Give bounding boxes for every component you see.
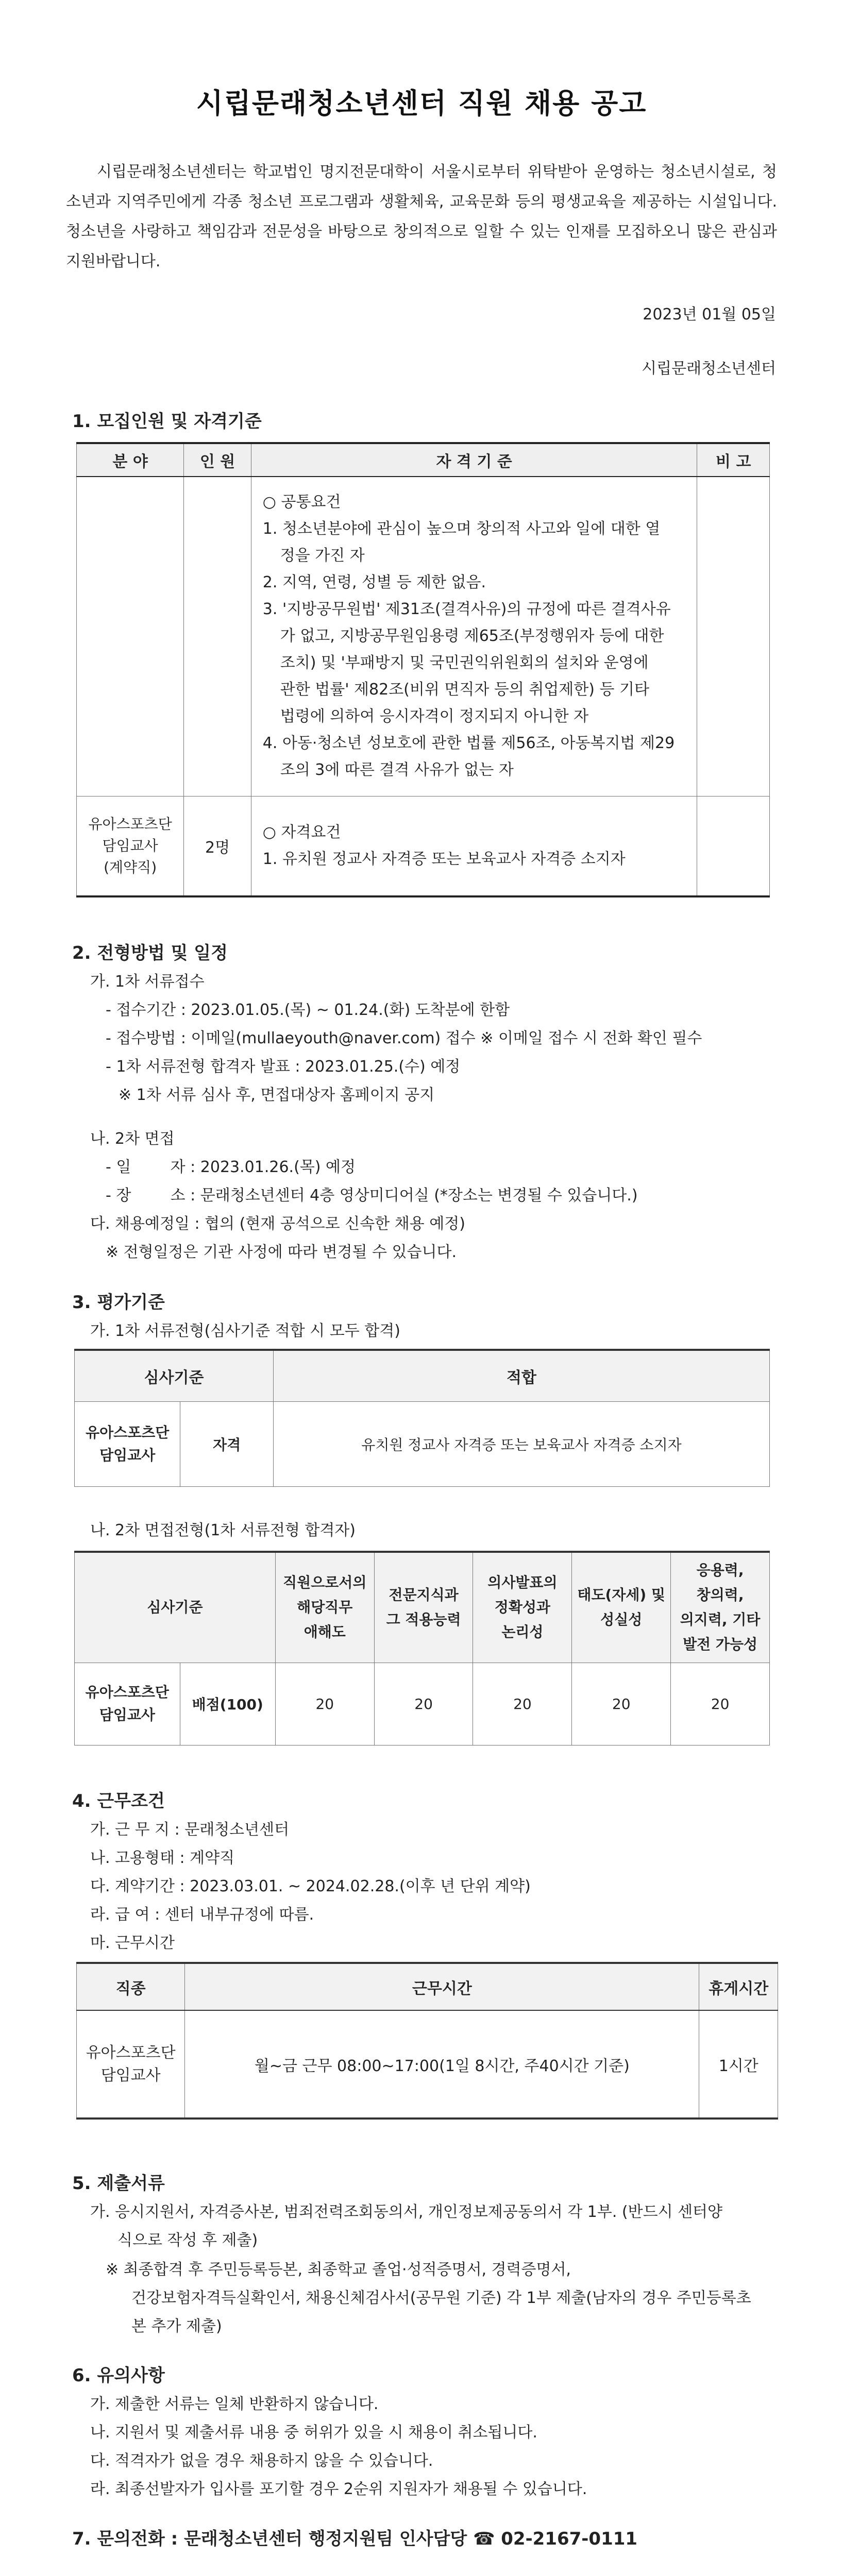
header-remarks: 비 고 [697,443,770,477]
field-line: (계약직) [104,858,157,876]
s2-line: 다. 채용예정일 : 협의 (현재 공석으로 신속한 채용 예정) [90,1215,465,1233]
t1-type-cell: 자격 [180,1401,274,1486]
common-item: 1. 청소년분야에 관심이 높으며 창의적 사고와 일에 대한 열 [262,520,661,538]
page-title: 시립문래청소년센터 직원 채용 공고 [196,87,647,120]
field-line: 담임교사 [102,837,158,854]
t3-job-cell [77,2010,185,2119]
posting-date: 2023년 01월 05일 [643,306,776,324]
common-item: 법령에 의하여 응시자격이 정지되지 아니한 자 [280,707,589,726]
intro-paragraph: 시립문래청소년센터는 학교법인 명지전문대학이 서울시로부터 위탁받아 운영하는 청소년시설로, 청소년과 지역주민에게 각종 청소년 프로그램과 생활체육, 교육문화 등의 평생교육을 제공하는 시설입니다. 청소년을 사랑하고 책임감과 전문성을 바탕으로 창의적으로 일할 수 있는 인재를 모집하오니 많은 관심과 지원바랍니다. [66,163,777,270]
s2-line: - 1차 서류전형 합격자 발표 : 2023.01.25.(수) 예정 [106,1058,461,1076]
s2-line: ※ 1차 서류 심사 후, 면접대상자 홈페이지 공지 [119,1086,435,1104]
t2-type-cell: 배점(100) [180,1663,275,1745]
s5-line: 본 추가 제출) [131,2317,222,2335]
t3-break-cell: 1시간 [699,2010,778,2119]
s6-line: 나. 지원서 및 제출서류 내용 중 허위가 있을 시 채용이 취소됩니다. [90,2424,537,2442]
job-line: 담임교사 [100,2066,161,2084]
t3-header-hours: 근무시간 [185,1963,699,2010]
common-title: ○ 공통요건 [262,493,341,512]
t2-field-cell [75,1663,180,1745]
s2-line: ※ 전형일정은 기관 사정에 따라 변경될 수 있습니다. [106,1243,457,1261]
s2-line: - 접수방법 : 이메일(mullaeyouth@naver.com) 접수 ※ 이메일 접수 시 전화 확인 필수 [106,1029,702,1047]
section-4-heading: 4. 근무조건 [72,1791,165,1811]
remarks-cell [697,796,770,896]
t2-col-header: 응용력, 창의력, 의지력, 기타 발전 가능성 [671,1552,770,1663]
common-item: 정을 가진 자 [280,547,365,565]
common-item: 조의 3에 따른 결격 사유가 없는 자 [280,761,514,779]
count-cell: 2명 [184,796,251,896]
s5-line: 가. 응시지원서, 자격증사본, 범죄전력조회동의서, 개인정보제공동의서 각 1부. (반드시 센터양 [90,2203,723,2221]
common-item: 2. 지역, 연령, 성별 등 제한 없음. [262,573,486,592]
req-title: ○ 자격요건 [262,823,341,841]
field-line: 유아스포츠단 [86,1423,170,1441]
qualification-table [76,442,770,897]
common-item: 가 없고, 지방공무원임용령 제65조(부정행위자 등에 대한 [280,627,664,646]
header-field: 분 야 [77,443,184,477]
s3-sub1: 가. 1차 서류전형(심사기준 적합 시 모두 합격) [90,1322,400,1340]
s2-line: - 장 소 : 문래청소년센터 4층 영상미디어실 (*장소는 변경될 수 있습니다.) [106,1187,638,1205]
s5-line: ※ 최종합격 후 주민등록등본, 최종학교 졸업·성적증명서, 경력증명서, [106,2261,571,2279]
job-line: 유아스포츠단 [86,2043,176,2062]
t3-header-break: 휴게시간 [699,1963,778,2010]
interview-table [74,1551,770,1745]
section-6-heading: 6. 유의사항 [72,2365,165,2386]
s4-line: 마. 근무시간 [90,1934,175,1952]
s6-line: 다. 적격자가 없을 경우 채용하지 않을 수 있습니다. [90,2452,433,2470]
common-remarks-cell [697,477,770,796]
t3-hours-cell: 월~금 근무 08:00~17:00(1일 8시간, 주40시간 기준) [185,2010,699,2119]
field-line: 담임교사 [99,1706,155,1723]
common-item: 3. '지방공무원법' 제31조(결격사유)의 규정에 따른 결격사유 [262,600,671,619]
field-line: 유아스포츠단 [85,1684,169,1701]
section-3-heading: 3. 평가기준 [72,1292,165,1313]
header-count: 인 원 [184,443,251,477]
t2-col-header: 의사발표의 정확성과 논리성 [473,1552,572,1663]
common-item: 조치) 및 '부패방지 및 국민권익위원회의 설치와 운영에 [280,654,649,672]
t2-score: 20 [671,1663,770,1745]
t1-header-pass: 적합 [273,1350,769,1401]
t1-value-cell: 유치원 정교사 자격증 또는 보육교사 자격증 소지자 [273,1401,769,1486]
s4-line: 라. 급 여 : 센터 내부규정에 따름. [90,1906,314,1924]
s4-line: 가. 근 무 지 : 문래청소년센터 [90,1821,290,1839]
common-count-cell [184,477,251,796]
specific-requirements [251,796,697,896]
t1-header-criteria: 심사기준 [75,1350,274,1401]
section-2-heading: 2. 전형방법 및 일정 [72,943,228,963]
organization-name: 시립문래청소년센터 [642,360,776,378]
common-requirements [251,477,697,796]
t2-col-header: 전문지식과 그 적용능력 [374,1552,473,1663]
s5-line: 식으로 작성 후 제출) [117,2231,258,2249]
common-field-cell [77,477,184,796]
t2-score: 20 [275,1663,374,1745]
s2-line: 나. 2차 면접 [90,1130,175,1148]
section-5-heading: 5. 제출서류 [72,2173,165,2194]
req-item: 1. 유치원 정교사 자격증 또는 보육교사 자격증 소지자 [262,850,626,868]
s4-line: 다. 계약기간 : 2023.03.01. ~ 2024.02.28.(이후 년 단위 계약) [90,1877,531,1895]
s2-line: - 접수기간 : 2023.01.05.(목) ~ 01.24.(화) 도착분에 한함 [106,1001,510,1019]
t2-score: 20 [572,1663,671,1745]
field-cell [77,796,184,896]
s5-line: 건강보험자격득실확인서, 채용신체검사서(공무원 기준) 각 1부 제출(남자의 경우 주민등록초 [131,2289,751,2307]
s2-line: 가. 1차 서류접수 [90,973,205,991]
work-hours-table [76,1962,778,2120]
t1-field-cell [75,1401,180,1486]
t2-score: 20 [374,1663,473,1745]
section-1-heading: 1. 모집인원 및 자격기준 [72,411,262,432]
s4-line: 나. 고용형태 : 계약직 [90,1849,235,1867]
t2-col-header: 태도(자세) 및 성실성 [572,1552,671,1663]
common-item: 4. 아동·청소년 성보호에 관한 법률 제56조, 아동복지법 제29 [262,734,675,753]
common-item: 관한 법률' 제82조(비위 면직자 등의 취업제한) 등 기타 [280,681,649,699]
t2-col-header: 직원으로서의 해당직무 애해도 [275,1552,374,1663]
field-line: 담임교사 [99,1446,156,1464]
s6-line: 라. 최종선발자가 입사를 포기할 경우 2순위 지원자가 채용될 수 있습니다. [90,2480,587,2498]
section-7-heading: 7. 문의전화 : 문래청소년센터 행정지원팀 인사담당 ☎ 02-2167-0111 [72,2529,638,2549]
t2-score: 20 [473,1663,572,1745]
s2-line: - 일 자 : 2023.01.26.(목) 예정 [106,1158,356,1176]
field-line: 유아스포츠단 [88,815,172,833]
s3-sub2: 나. 2차 면접전형(1차 서류전형 합격자) [90,1521,356,1539]
s6-line: 가. 제출한 서류는 일체 반환하지 않습니다. [90,2395,379,2413]
t2-header-criteria: 심사기준 [75,1552,276,1663]
document-screening-table [74,1349,770,1487]
t3-header-job: 직종 [77,1963,185,2010]
header-criteria: 자 격 기 준 [251,443,697,477]
